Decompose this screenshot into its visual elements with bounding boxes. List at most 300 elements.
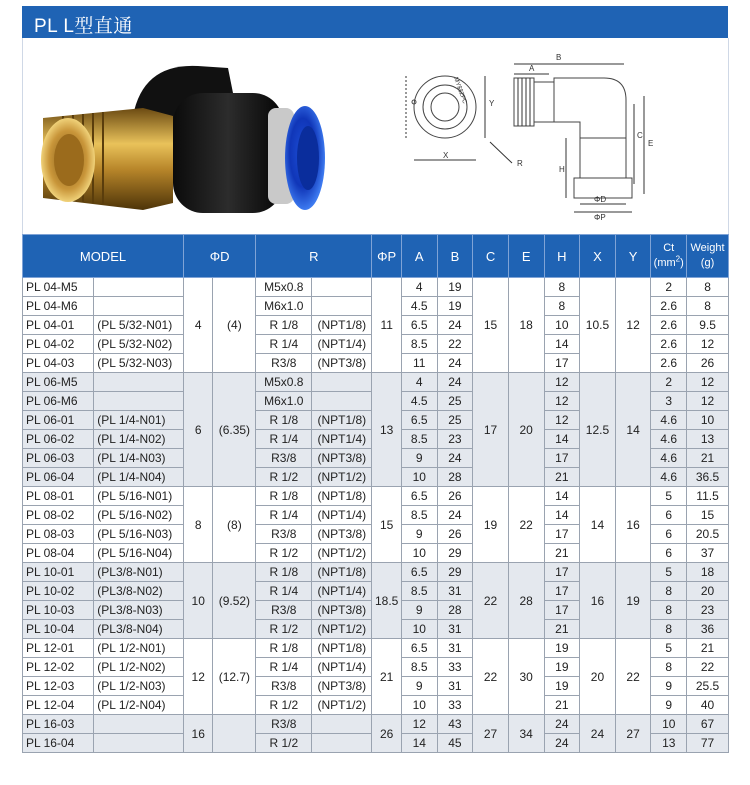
cell-h: 21	[544, 696, 580, 715]
cell-a: 4	[401, 278, 437, 297]
cell-a: 10	[401, 620, 437, 639]
table-row	[23, 487, 729, 506]
header-ct	[651, 235, 687, 278]
front-view	[406, 76, 523, 168]
cell-e: 20	[508, 373, 544, 487]
cell-weight: 26	[687, 354, 729, 373]
cell-model: PL 10-02	[23, 582, 94, 601]
cell-h: 21	[544, 620, 580, 639]
cell-model: PL 08-01	[23, 487, 94, 506]
cell-weight: 21	[687, 639, 729, 658]
header-ct-close: )	[680, 257, 684, 269]
cell-thread-npt: (NPT1/8)	[312, 639, 372, 658]
table-row	[23, 715, 729, 734]
cell-model: PL 12-04	[23, 696, 94, 715]
cell-y: 12	[615, 278, 651, 373]
cell-thread: R 1/4	[256, 658, 312, 677]
header-weight-unit: (g)	[700, 257, 715, 269]
header-h: H	[544, 235, 580, 278]
cell-x: 12.5	[580, 373, 616, 487]
header-a: A	[401, 235, 437, 278]
title-bar	[22, 6, 728, 38]
cell-h: 14	[544, 487, 580, 506]
cell-b: 26	[437, 525, 473, 544]
cell-thread: R 1/8	[256, 639, 312, 658]
cell-h: 17	[544, 449, 580, 468]
cell-tube-od: 10	[183, 563, 213, 639]
cell-ct: 4.6	[651, 411, 687, 430]
cell-weight: 9.5	[687, 316, 729, 335]
cell-thread-npt: (NPT1/8)	[312, 563, 372, 582]
cell-thread-npt: (NPT3/8)	[312, 677, 372, 696]
cell-weight: 23	[687, 601, 729, 620]
cell-thread: R 1/8	[256, 487, 312, 506]
cell-b: 24	[437, 506, 473, 525]
header-ct-unit: (mm	[653, 257, 676, 269]
cell-b: 22	[437, 335, 473, 354]
cell-thread: R3/8	[256, 601, 312, 620]
cell-b: 23	[437, 430, 473, 449]
cell-ct: 3	[651, 392, 687, 411]
cell-c: 22	[473, 563, 509, 639]
cell-model-alt: (PL 5/16-N03)	[94, 525, 184, 544]
cell-model-alt	[94, 297, 184, 316]
cell-weight: 10	[687, 411, 729, 430]
cell-ct: 4.6	[651, 430, 687, 449]
cell-e: 22	[508, 487, 544, 563]
cell-y: 16	[615, 487, 651, 563]
cell-b: 24	[437, 449, 473, 468]
cell-c: 22	[473, 639, 509, 715]
cell-ct: 5	[651, 563, 687, 582]
cell-weight: 8	[687, 278, 729, 297]
cell-thread-npt: (NPT1/4)	[312, 658, 372, 677]
cell-weight: 36.5	[687, 468, 729, 487]
cell-tube-od-inch	[213, 715, 256, 753]
cell-b: 26	[437, 487, 473, 506]
cell-thread-npt: (NPT1/8)	[312, 316, 372, 335]
cell-model: PL 06-01	[23, 411, 94, 430]
cell-tube-od-inch: (12.7)	[213, 639, 256, 715]
cell-h: 19	[544, 639, 580, 658]
cell-h: 19	[544, 677, 580, 696]
cell-thread-npt: (NPT1/4)	[312, 582, 372, 601]
cell-b: 43	[437, 715, 473, 734]
cell-e: 30	[508, 639, 544, 715]
cell-b: 29	[437, 544, 473, 563]
cell-tube-od: 6	[183, 373, 213, 487]
cell-model: PL 12-03	[23, 677, 94, 696]
cell-c: 17	[473, 373, 509, 487]
cell-thread-npt	[312, 392, 372, 411]
cell-e: 34	[508, 715, 544, 753]
cell-tube-od-inch: (4)	[213, 278, 256, 373]
cell-h: 12	[544, 392, 580, 411]
cell-x: 16	[580, 563, 616, 639]
cell-model: PL 04-M6	[23, 297, 94, 316]
cell-a: 9	[401, 601, 437, 620]
cell-thread: R 1/2	[256, 544, 312, 563]
dim-label-a: A	[529, 64, 535, 73]
cell-p: 13	[372, 373, 402, 487]
dim-label-e: E	[648, 139, 654, 148]
cell-weight: 67	[687, 715, 729, 734]
header-x: X	[580, 235, 616, 278]
cell-thread: R 1/8	[256, 411, 312, 430]
cell-weight: 36	[687, 620, 729, 639]
cell-a: 6.5	[401, 563, 437, 582]
header-ct-label: Ct	[663, 242, 675, 254]
cell-thread: R 1/4	[256, 430, 312, 449]
cell-thread: M5x0.8	[256, 278, 312, 297]
cell-model-alt: (PL 5/16-N04)	[94, 544, 184, 563]
cell-thread: R 1/2	[256, 468, 312, 487]
dimension-drawing	[334, 38, 729, 234]
cell-ct: 10	[651, 715, 687, 734]
cell-ct: 8	[651, 601, 687, 620]
cell-weight: 12	[687, 335, 729, 354]
cell-tube-od: 12	[183, 639, 213, 715]
cell-thread: R 1/8	[256, 563, 312, 582]
cell-thread-npt	[312, 278, 372, 297]
cell-tube-od: 16	[183, 715, 213, 753]
cell-h: 17	[544, 582, 580, 601]
cell-thread: R 1/2	[256, 696, 312, 715]
cell-weight: 20.5	[687, 525, 729, 544]
cell-a: 6.5	[401, 487, 437, 506]
cell-model: PL 06-03	[23, 449, 94, 468]
table-body	[23, 278, 729, 753]
header-p: ΦP	[372, 235, 402, 278]
cell-weight: 11.5	[687, 487, 729, 506]
cell-c: 27	[473, 715, 509, 753]
cell-b: 25	[437, 411, 473, 430]
cell-model: PL 04-01	[23, 316, 94, 335]
cell-a: 6.5	[401, 411, 437, 430]
cell-model-alt	[94, 734, 184, 753]
header-r: R	[256, 235, 372, 278]
dim-label-b: B	[556, 53, 562, 62]
cell-model-alt: (PL3/8-N01)	[94, 563, 184, 582]
cell-ct: 2	[651, 373, 687, 392]
cell-ct: 8	[651, 620, 687, 639]
cell-b: 29	[437, 563, 473, 582]
fitting-illustration	[23, 38, 333, 234]
cell-model-alt: (PL 1/2-N04)	[94, 696, 184, 715]
cell-ct: 5	[651, 487, 687, 506]
cell-b: 24	[437, 354, 473, 373]
cell-thread-npt: (NPT1/2)	[312, 696, 372, 715]
cell-h: 10	[544, 316, 580, 335]
cell-thread: M6x1.0	[256, 297, 312, 316]
cell-weight: 12	[687, 373, 729, 392]
dim-label-d: ΦD	[594, 195, 607, 204]
cell-model: PL 16-03	[23, 715, 94, 734]
cell-model-alt: (PL 5/32-N02)	[94, 335, 184, 354]
cell-thread: R3/8	[256, 677, 312, 696]
cell-b: 31	[437, 582, 473, 601]
cell-model: PL 04-M5	[23, 278, 94, 297]
cell-thread-npt: (NPT3/8)	[312, 449, 372, 468]
header-e: E	[508, 235, 544, 278]
cell-thread: R3/8	[256, 715, 312, 734]
cell-model-alt: (PL 1/4-N03)	[94, 449, 184, 468]
cell-a: 11	[401, 354, 437, 373]
header-b: B	[437, 235, 473, 278]
cell-model: PL 06-M5	[23, 373, 94, 392]
cell-model-alt	[94, 715, 184, 734]
cell-thread-npt	[312, 297, 372, 316]
cell-c: 15	[473, 278, 509, 373]
cell-h: 17	[544, 563, 580, 582]
cell-model-alt: (PL 1/2-N03)	[94, 677, 184, 696]
header-weight-label: Weight	[690, 242, 725, 254]
cell-model-alt: (PL 1/2-N02)	[94, 658, 184, 677]
cell-model: PL 08-03	[23, 525, 94, 544]
cell-a: 6.5	[401, 639, 437, 658]
cell-thread-npt	[312, 734, 372, 753]
cell-h: 8	[544, 297, 580, 316]
cell-model-alt: (PL 5/16-N02)	[94, 506, 184, 525]
cell-c: 19	[473, 487, 509, 563]
header-c: C	[473, 235, 509, 278]
cell-model-alt: (PL 5/32-N03)	[94, 354, 184, 373]
cell-weight: 22	[687, 658, 729, 677]
cell-y: 14	[615, 373, 651, 487]
cell-ct: 9	[651, 677, 687, 696]
dim-label-p: ΦP	[594, 213, 606, 222]
cell-a: 12	[401, 715, 437, 734]
cell-h: 17	[544, 601, 580, 620]
cell-a: 8.5	[401, 506, 437, 525]
cell-weight: 25.5	[687, 677, 729, 696]
side-view	[514, 53, 653, 222]
spec-table	[22, 234, 729, 753]
cell-thread-npt: (NPT1/4)	[312, 335, 372, 354]
cell-a: 10	[401, 696, 437, 715]
cell-h: 21	[544, 544, 580, 563]
dim-label-x: X	[443, 151, 449, 160]
cell-weight: 8	[687, 297, 729, 316]
cell-thread: M5x0.8	[256, 373, 312, 392]
cell-weight: 77	[687, 734, 729, 753]
cell-h: 8	[544, 278, 580, 297]
cell-h: 24	[544, 715, 580, 734]
cell-model: PL 12-02	[23, 658, 94, 677]
cell-ct: 6	[651, 544, 687, 563]
cell-h: 24	[544, 734, 580, 753]
cell-p: 21	[372, 639, 402, 715]
page-title: PL L型直通	[34, 16, 133, 37]
cell-model: PL 12-01	[23, 639, 94, 658]
cell-weight: 15	[687, 506, 729, 525]
header-model: MODEL	[23, 235, 184, 278]
cell-a: 4.5	[401, 297, 437, 316]
cell-h: 12	[544, 411, 580, 430]
cell-weight: 20	[687, 582, 729, 601]
cell-model: PL 08-02	[23, 506, 94, 525]
cell-tube-od: 8	[183, 487, 213, 563]
table-row	[23, 639, 729, 658]
cell-p: 11	[372, 278, 402, 373]
cell-p: 18.5	[372, 563, 402, 639]
cell-tube-od-inch: (9.52)	[213, 563, 256, 639]
dim-label-h: H	[559, 165, 565, 174]
cell-thread: R3/8	[256, 449, 312, 468]
cell-ct: 6	[651, 506, 687, 525]
cell-model-alt: (PL3/8-N02)	[94, 582, 184, 601]
cell-model-alt	[94, 392, 184, 411]
cell-thread: R 1/4	[256, 582, 312, 601]
dim-label-y: Y	[489, 99, 495, 108]
cell-model-alt	[94, 278, 184, 297]
cell-model: PL 10-04	[23, 620, 94, 639]
cell-b: 28	[437, 601, 473, 620]
cell-thread: R 1/4	[256, 506, 312, 525]
cell-model-alt: (PL 1/2-N01)	[94, 639, 184, 658]
cell-a: 9	[401, 525, 437, 544]
cell-ct: 9	[651, 696, 687, 715]
cell-b: 19	[437, 297, 473, 316]
cell-b: 25	[437, 392, 473, 411]
cell-b: 45	[437, 734, 473, 753]
cell-b: 19	[437, 278, 473, 297]
cell-h: 17	[544, 525, 580, 544]
product-photo	[22, 38, 333, 234]
cell-h: 21	[544, 468, 580, 487]
cell-weight: 18	[687, 563, 729, 582]
cell-thread-npt: (NPT1/8)	[312, 411, 372, 430]
cell-model: PL 10-03	[23, 601, 94, 620]
cell-thread-npt: (NPT1/2)	[312, 620, 372, 639]
cell-a: 9	[401, 449, 437, 468]
cell-x: 14	[580, 487, 616, 563]
cell-ct: 2.6	[651, 335, 687, 354]
dim-label-h-front: R	[517, 159, 523, 168]
cell-b: 33	[437, 696, 473, 715]
cell-model: PL 06-M6	[23, 392, 94, 411]
cell-model: PL 10-01	[23, 563, 94, 582]
cell-thread: R3/8	[256, 354, 312, 373]
cell-x: 24	[580, 715, 616, 753]
cell-model: PL 08-04	[23, 544, 94, 563]
cell-b: 31	[437, 677, 473, 696]
cell-model: PL 04-02	[23, 335, 94, 354]
cell-a: 8.5	[401, 658, 437, 677]
cell-thread: R 1/2	[256, 620, 312, 639]
cell-model: PL 04-03	[23, 354, 94, 373]
cell-thread-npt: (NPT3/8)	[312, 354, 372, 373]
cell-thread-npt: (NPT3/8)	[312, 601, 372, 620]
cell-y: 27	[615, 715, 651, 753]
cell-weight: 37	[687, 544, 729, 563]
cell-ct: 8	[651, 582, 687, 601]
cell-a: 10	[401, 544, 437, 563]
cell-b: 31	[437, 620, 473, 639]
cell-thread-npt: (NPT1/8)	[312, 487, 372, 506]
cell-model-alt: (PL 5/16-N01)	[94, 487, 184, 506]
cell-model-alt	[94, 373, 184, 392]
header-ct-sup: 2	[675, 254, 681, 264]
cell-model-alt: (PL 5/32-N01)	[94, 316, 184, 335]
cell-y: 19	[615, 563, 651, 639]
cell-b: 24	[437, 373, 473, 392]
cell-thread-npt: (NPT1/2)	[312, 468, 372, 487]
cell-p: 26	[372, 715, 402, 753]
cell-h: 12	[544, 373, 580, 392]
cell-b: 31	[437, 639, 473, 658]
dim-label-c: C	[637, 131, 643, 140]
cell-h: 14	[544, 506, 580, 525]
cell-ct: 6	[651, 525, 687, 544]
cell-thread: R 1/2	[256, 734, 312, 753]
cell-a: 4.5	[401, 392, 437, 411]
cell-e: 18	[508, 278, 544, 373]
cell-p: 15	[372, 487, 402, 563]
cell-model-alt: (PL 1/4-N02)	[94, 430, 184, 449]
cell-model: PL 16-04	[23, 734, 94, 753]
header-y: Y	[615, 235, 651, 278]
cell-tube-od-inch: (6.35)	[213, 373, 256, 487]
table-header-row	[23, 235, 729, 278]
cell-a: 10	[401, 468, 437, 487]
cell-h: 17	[544, 354, 580, 373]
cell-ct: 2.6	[651, 354, 687, 373]
cell-h: 19	[544, 658, 580, 677]
cell-model-alt: (PL 1/4-N01)	[94, 411, 184, 430]
cell-b: 28	[437, 468, 473, 487]
cell-e: 28	[508, 563, 544, 639]
cell-ct: 4.6	[651, 468, 687, 487]
cell-ct: 13	[651, 734, 687, 753]
cell-b: 33	[437, 658, 473, 677]
cell-thread: R 1/4	[256, 335, 312, 354]
cell-thread-npt: (NPT3/8)	[312, 525, 372, 544]
cell-a: 8.5	[401, 430, 437, 449]
cell-weight: 21	[687, 449, 729, 468]
cell-h: 14	[544, 335, 580, 354]
cell-thread: R3/8	[256, 525, 312, 544]
cell-a: 8.5	[401, 582, 437, 601]
brand-logo-text: MY$$ZPC	[452, 76, 468, 105]
cell-model-alt: (PL 1/4-N04)	[94, 468, 184, 487]
table-row	[23, 278, 729, 297]
cell-ct: 5	[651, 639, 687, 658]
cell-thread-npt	[312, 715, 372, 734]
cell-model: PL 06-02	[23, 430, 94, 449]
cell-thread-npt: (NPT1/4)	[312, 430, 372, 449]
cell-ct: 2.6	[651, 316, 687, 335]
cell-a: 14	[401, 734, 437, 753]
cell-thread-npt: (NPT1/4)	[312, 506, 372, 525]
header-weight	[687, 235, 729, 278]
cell-b: 24	[437, 316, 473, 335]
cell-thread: M6x1.0	[256, 392, 312, 411]
cell-a: 8.5	[401, 335, 437, 354]
cell-a: 6.5	[401, 316, 437, 335]
cell-model-alt: (PL3/8-N04)	[94, 620, 184, 639]
table-row	[23, 373, 729, 392]
cell-weight: 40	[687, 696, 729, 715]
cell-x: 20	[580, 639, 616, 715]
cell-tube-od: 4	[183, 278, 213, 373]
cell-model: PL 06-04	[23, 468, 94, 487]
table-row	[23, 563, 729, 582]
cell-model-alt: (PL3/8-N03)	[94, 601, 184, 620]
cell-thread: R 1/8	[256, 316, 312, 335]
cell-ct: 2.6	[651, 297, 687, 316]
cell-thread-npt	[312, 373, 372, 392]
